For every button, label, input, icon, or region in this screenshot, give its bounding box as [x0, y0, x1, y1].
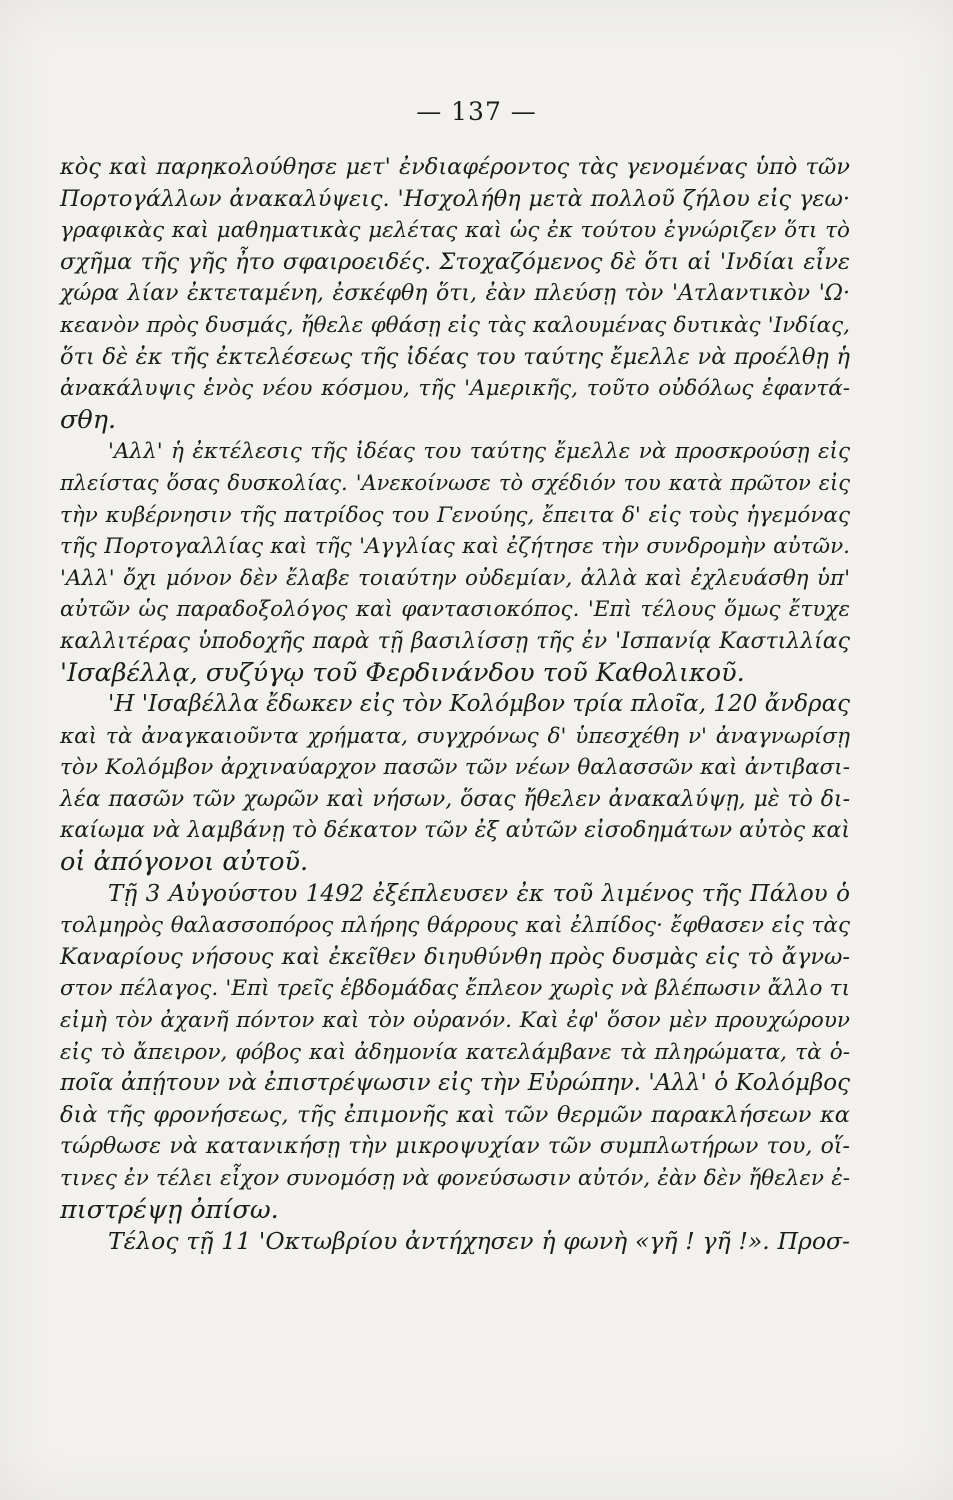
text-line: Τῇ 3 Αὐγούστου 1492 ἐξέπλευσεν ἐκ τοῦ λιμένος τῆς Πάλου ὁ — [108, 880, 850, 907]
text-line: λέα πασῶν τῶν χωρῶν καὶ νήσων, ὅσας ἤθελεν ἀνακαλύψῃ, μὲ τὸ δι- — [60, 786, 850, 812]
page-number: — 137 — — [416, 97, 537, 126]
text-line: κὸς καὶ παρηκολούθησε μετ' ἐνδιαφέροντος τὰς γενομένας ὑπὸ τῶν — [60, 154, 850, 180]
text-line: Καναρίους νήσους καὶ ἐκεῖθεν διηυθύνθη πρὸς δυσμὰς εἰς τὸ ἄγνω- — [60, 943, 850, 970]
text-line: τώρθωσε νὰ κατανικήσῃ τὴν μικροψυχίαν τῶν συμπλωτήρων του, οἵ- — [60, 1134, 850, 1160]
text-line: κεανὸν πρὸς δυσμάς, ἤθελε φθάσῃ εἰς τὰς καλουμένας δυτικὰς 'Ινδίας, — [60, 312, 850, 338]
text-line: χώρα λίαν ἐκτεταμένη, ἐσκέφθη ὅτι, ἐὰν πλεύσῃ τὸν 'Ατλαντικὸν 'Ω· — [60, 281, 850, 307]
text-line: εἰς τὸ ἄπειρον, φόβος καὶ ἀδημονία κατελάμβανε τὰ πληρώματα, τὰ ὁ- — [60, 1039, 850, 1065]
text-line: τινες ἐν τέλει εἶχον συνομόσῃ νὰ φονεύσωσιν αὐτόν, ἐὰν δὲν ἤθελεν ἐ- — [60, 1166, 850, 1191]
text-line: 'Ισαβέλλᾳ, συζύγῳ τοῦ Φερδινάνδου τοῦ Καθολικοῦ. — [60, 657, 745, 688]
text-line: Τέλος τῇ 11 'Οκτωβρίου ἀντήχησεν ἡ φωνὴ «γῆ ! γῆ !». Προσ- — [108, 1227, 850, 1256]
text-line: τὴν κυβέρνησιν τῆς πατρίδος του Γενούης, ἔπειτα δ' εἰς τοὺς ἡγεμόνας — [60, 502, 850, 528]
body-text — [60, 152, 850, 1258]
text-line: στον πέλαγος. 'Επὶ τρεῖς ἑβδομάδας ἔπλεον χωρὶς νὰ βλέπωσιν ἄλλο τι — [60, 976, 850, 1002]
text-line: τῆς Πορτογαλλίας καὶ τῆς 'Αγγλίας καὶ ἐζήτησε τὴν συνδρομὴν αὐτῶν. — [60, 534, 850, 560]
text-line: οἱ ἀπόγονοι αὐτοῦ. — [60, 847, 309, 878]
text-line: εἰμὴ τὸν ἀχανῆ πόντον καὶ τὸν οὐρανόν. Καὶ ἐφ' ὅσον μὲν προυχώρουν — [60, 1008, 850, 1034]
text-line: διὰ τῆς φρονήσεως, τῆς ἐπιμονῆς καὶ τῶν θερμῶν παρακλήσεων κα — [60, 1101, 850, 1128]
text-line: πλείστας ὅσας δυσκολίας. 'Ανεκοίνωσε τὸ σχέδιόν του κατὰ πρῶτον εἰς — [60, 470, 850, 495]
text-line: καλλιτέρας ὑποδοχῆς παρὰ τῇ βασιλίσσῃ τῆς ἐν 'Ισπανίᾳ Καστιλλίας — [60, 628, 850, 654]
text-line: 'Αλλ' ἡ ἐκτέλεσις τῆς ἰδέας του ταύτης ἔμελλε νὰ προσκρούσῃ εἰς — [108, 439, 850, 465]
text-line: τὸν Κολόμβον ἀρχιναύαρχον πασῶν τῶν νέων θαλασσῶν καὶ ἀντιβασι- — [60, 755, 850, 781]
text-line: 'Αλλ' ὄχι μόνον δὲν ἔλαβε τοιαύτην οὐδεμίαν, ἀλλὰ καὶ ἐχλευάσθη ὑπ' — [60, 565, 850, 591]
text-line: ποῖα ἀπῄτουν νὰ ἐπιστρέψωσιν εἰς τὴν Εὐρώπην. 'Αλλ' ὁ Κολόμβος — [60, 1070, 850, 1097]
text-line: ὅτι δὲ ἐκ τῆς ἐκτελέσεως τῆς ἰδέας του ταύτης ἔμελλε νὰ προέλθῃ ἡ — [60, 343, 850, 370]
text-line: Πορτογάλλων ἀνακαλύψεις. 'Ησχολήθη μετὰ πολλοῦ ζήλου εἰς γεω· — [60, 185, 850, 212]
text-line: σθη. — [60, 404, 117, 435]
text-line: καίωμα νὰ λαμβάνῃ τὸ δέκατον τῶν ἐξ αὐτῶν εἰσοδημάτων αὐτὸς καὶ — [60, 818, 850, 844]
text-line: γραφικὰς καὶ μαθηματικὰς μελέτας καὶ ὡς ἐκ τούτου ἐγνώριζεν ὅτι τὸ — [60, 218, 850, 244]
text-line: ἀνακάλυψις ἑνὸς νέου κόσμου, τῆς 'Αμερικῆς, τοῦτο οὐδόλως ἐφαντά- — [60, 376, 850, 402]
text-line: σχῆμα τῆς γῆς ἦτο σφαιροειδές. Στοχαζόμενος δὲ ὅτι αἱ 'Ινδίαι εἶνε — [60, 248, 850, 275]
text-line: καὶ τὰ ἀναγκαιοῦντα χρήματα, συγχρόνως δ' ὑπεσχέθη ν' ἀναγνωρίσῃ — [60, 723, 850, 749]
text-line: αὐτῶν ὡς παραδοξολόγος καὶ φαντασιοκόπος. 'Επὶ τέλους ὅμως ἔτυχε — [60, 597, 850, 623]
text-line: πιστρέψῃ ὀπίσω. — [60, 1194, 279, 1225]
text-line: 'Η 'Ισαβέλλα ἔδωκεν εἰς τὸν Κολόμβον τρία πλοῖα, 120 ἄνδρας — [108, 691, 850, 718]
text-line: τολμηρὸς θαλασσοπόρος πλήρης θάρρους καὶ ἐλπίδος· ἔφθασεν εἰς τὰς — [60, 913, 850, 939]
